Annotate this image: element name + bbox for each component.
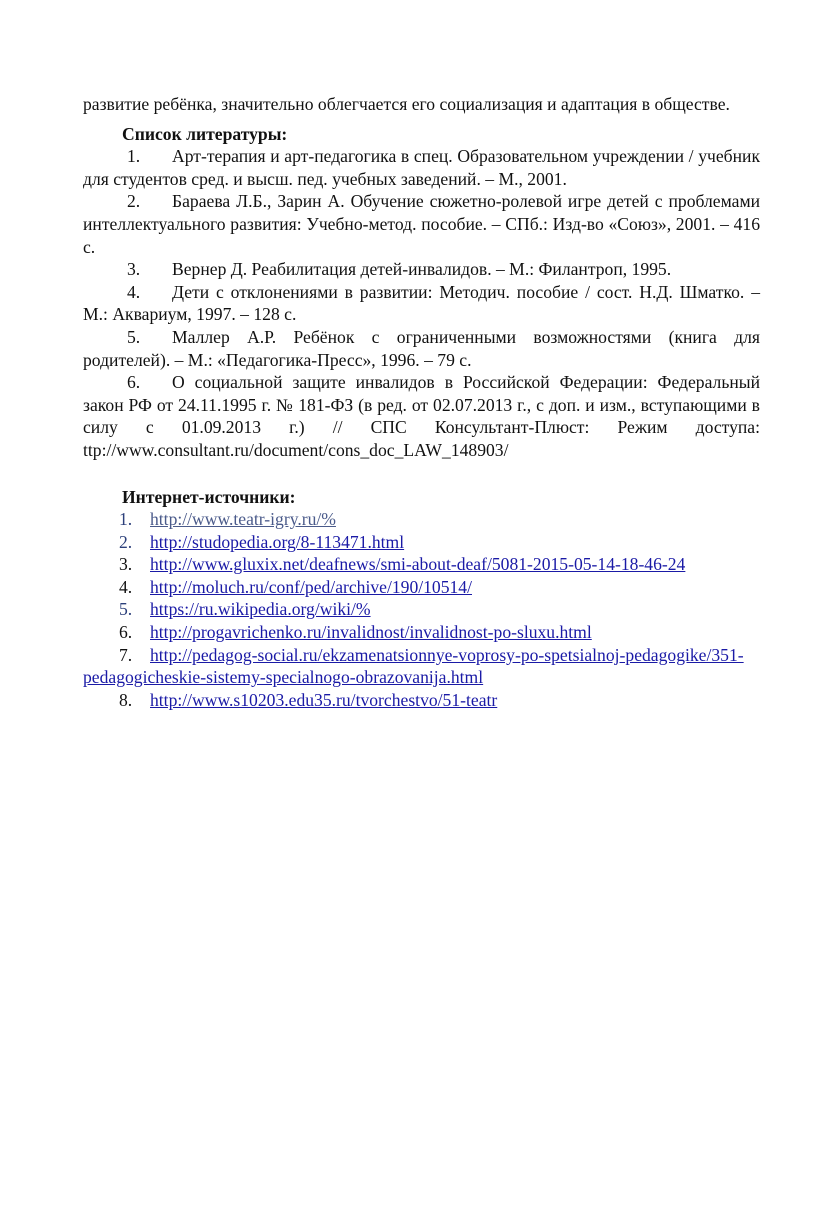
literature-item xyxy=(83,145,760,190)
internet-source-link[interactable]: http://www.s10203.edu35.ru/tvorchestvo/51-teatr xyxy=(150,689,498,710)
literature-list xyxy=(83,145,760,461)
literature-item-text: Дети с отклонениями в развитии: Методич. пособие / сост. Н.Д. Шматко. – М.: Аквариум, 1997. – 128 с. xyxy=(83,281,760,325)
literature-item-text: Арт-терапия и арт-педагогика в спец. Образовательном учреждении / учебник для студентов сред. и высш. пед. учебных заведений. – М., 2001. xyxy=(83,146,760,189)
internet-source-link[interactable]: http://www.teatr-igry.ru/% xyxy=(150,509,336,530)
internet-source-number: 1. xyxy=(119,509,133,530)
literature-item-number: 4. xyxy=(127,281,141,302)
literature-item-number: 6. xyxy=(127,372,141,393)
internet-source-link[interactable]: http://moluch.ru/conf/ped/archive/190/10514/ xyxy=(150,576,472,597)
literature-item xyxy=(83,190,760,258)
internet-source-item xyxy=(83,553,760,576)
internet-source-number: 2. xyxy=(119,531,133,552)
internet-sources-list xyxy=(83,508,760,711)
internet-source-link[interactable]: http://studopedia.org/8-113471.html xyxy=(150,531,405,552)
internet-source-item xyxy=(83,621,760,644)
internet-source-link[interactable]: http://pedagog-social.ru/ekzamenatsionnye-voprosy-po-spetsialnoj-pedagogike/351-pedagogicheskie-sistemy-specialnogo-obrazovanija.html xyxy=(83,644,744,688)
internet-source-item xyxy=(83,508,760,531)
literature-item xyxy=(83,326,760,371)
internet-source-item xyxy=(83,644,760,689)
internet-source-number: 8. xyxy=(119,689,133,710)
literature-item-number: 1. xyxy=(127,146,141,167)
internet-source-number: 5. xyxy=(119,599,133,620)
internet-sources-heading: Интернет-источники: xyxy=(122,486,296,507)
internet-source-link[interactable]: http://www.gluxix.net/deafnews/smi-about-deaf/5081-2015-05-14-18-46-24 xyxy=(150,554,686,575)
literature-heading: Список литературы: xyxy=(122,123,288,144)
literature-item-text: Бараева Л.Б., Зарин А. Обучение сюжетно-ролевой игре детей с проблемами интеллектуального развития: Учебно-метод. пособие. – СПб.: Изд-во «Союз», 2001. – 416 с. xyxy=(83,191,760,257)
intro-paragraph: развитие ребёнка, значительно облегчается его социализация и адаптация в обществе. xyxy=(83,94,730,114)
internet-source-number: 6. xyxy=(119,622,133,643)
literature-item-number: 3. xyxy=(127,259,141,280)
literature-item xyxy=(83,281,760,326)
literature-item-number: 5. xyxy=(127,326,141,347)
literature-item-text: Вернер Д. Реабилитация детей-инвалидов. – М.: Филантроп, 1995. xyxy=(172,259,672,280)
document-page xyxy=(83,93,760,711)
internet-source-link[interactable]: http://progavrichenko.ru/invalidnost/invalidnost-po-sluxu.html xyxy=(150,622,592,643)
literature-item xyxy=(83,371,760,461)
internet-source-item xyxy=(83,531,760,554)
internet-source-number: 7. xyxy=(119,644,133,665)
literature-item-text: Маллер А.Р. Ребёнок с ограниченными возможностями (книга для родителей). – М.: «Педагогика-Пресс», 1996. – 79 с. xyxy=(83,326,760,370)
literature-item-number: 2. xyxy=(127,191,141,212)
internet-source-item xyxy=(83,689,760,712)
internet-source-number: 4. xyxy=(119,576,133,597)
internet-source-link[interactable]: https://ru.wikipedia.org/wiki/% xyxy=(150,599,371,620)
internet-source-number: 3. xyxy=(119,554,133,575)
literature-item xyxy=(83,258,760,281)
internet-source-item xyxy=(83,598,760,621)
literature-item-text: О социальной защите инвалидов в Российской Федерации: Федеральный закон РФ от 24.11.1995 г. № 181-ФЗ (в ред. от 02.07.2013 г., с доп. и изм., вступающими в силу с 01.09.2013 г.) // СПС Консультант-Плюст: Режим доступа: ttp://www.consultant.ru/document/cons_doc_LAW_148903/ xyxy=(83,372,760,460)
internet-source-item xyxy=(83,576,760,599)
